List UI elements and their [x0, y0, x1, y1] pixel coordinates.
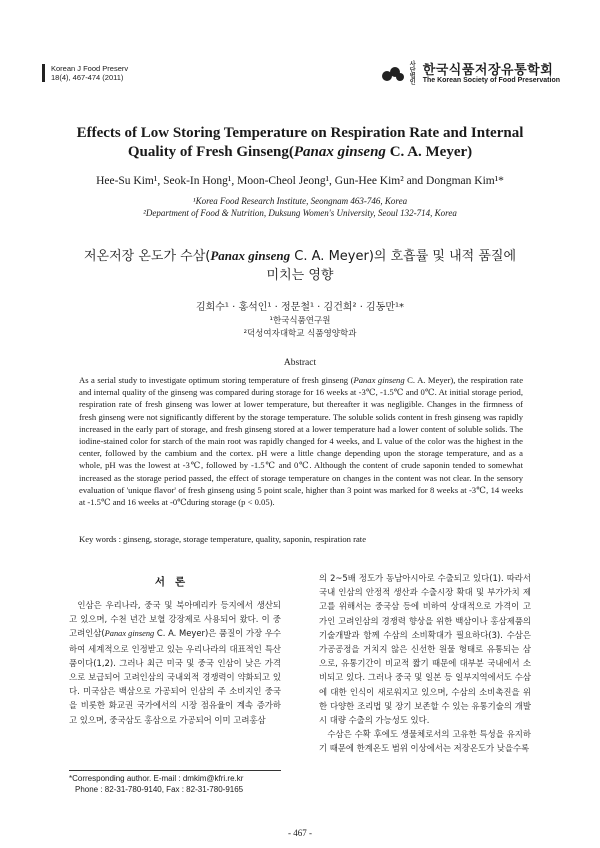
footnote-divider: [69, 770, 281, 771]
affiliation-2: ²Department of Food & Nutrition, Duksung Women's University, Seoul 132-714, Korea: [143, 208, 457, 218]
society-korean-name: 한국식품저장유통학회: [422, 62, 554, 77]
corresponding-footnote: [69, 773, 309, 795]
section-heading-introduction: 서론: [154, 576, 196, 588]
left-paragraph: [69, 598, 281, 727]
right-paragraph-2: 수삼은 수확 후에도 생물체로서의 고유한 특성을 유지하기 때문에 한계온도 범위 이상에서는 저장온도가 낮을수록: [319, 729, 531, 754]
right-paragraph-1: 의 2~5배 정도가 동남아시아로 수출되고 있다(1). 따라서 국내 인삼의 안정적 생산과 수출시장 확대 및 부가가치 제고를 위해서는 중국삼 등에 비하여 상대적으로 가격이 고가인 고려인삼의 경쟁력 향상을 위한 백삼이나 홍삼제품의 기술개발과 함께 수삼의 소비확대가 필요하다(3). 수삼은 가공공정을 거치지 않은 신선한 원물 형태로 유통되는 삼으로, 유통기간이 비교적 짧기 때문에 대부분 국내에서 소비되고 있다. 그러나 중국 및 일본 등 일부지역에서도 수삼에 대한 인식이 새로워지고 있으며, 수삼의 소비촉진을 위한 다양한 조리법 및 장기 보존할 수 있는 유통기술의 개발 시 대량 수출의 가능성도 있다.: [319, 573, 531, 726]
title-species: Panax ginseng: [293, 144, 386, 160]
left-pre: 인삼은 우리나라, 중국 및 북아메리카 등지에서 생산되고 있으며, 수천 년간 보혈 강장제로 사용되어 왔다. 이 중 고려인삼(: [69, 600, 281, 639]
left-column-text: [69, 598, 281, 727]
abstract-species: Panax ginseng: [353, 375, 405, 385]
page-number: - 467 -: [288, 828, 312, 838]
keywords: Key words : ginseng, storage, storage temperature, quality, saponin, respiration rate: [79, 534, 367, 544]
korean-affiliation-2: ²덕성여자대학교 식품영양학과: [243, 329, 357, 339]
journal-name: Korean J Food Preserv: [51, 64, 129, 73]
society-english-name: The Korean Society of Food Preservation: [422, 77, 560, 84]
title-line-2-pre: Quality of Fresh Ginseng(: [127, 144, 294, 160]
affiliation-1: ¹Korea Food Research Institute, Seongnam 463-746, Korea: [192, 196, 408, 206]
title-line-1: Effects of Low Storing Temperature on Respiration Rate and Internal: [76, 125, 524, 141]
paper-title: [50, 124, 550, 162]
society-header: [381, 62, 560, 86]
korean-title-post: C. A. Meyer)의 호흡률 및 내적 품질에: [290, 249, 517, 264]
abstract-post: C. A. Meyer), the respiration rate and internal quality of the ginseng was compared during storage for 16 weeks at -3℃, -1.5℃ and 0℃. At initial storage period, respiration rate of fresh ginseng was lower at lower temperature, but thereafter it was negligible. Changes in the firmness of fresh ginseng were not significantly different by the storage temperature. The soluble solids content in fresh ginseng was rapidly increased in the early part of storage, and fresh ginseng stored at a lower temperature had a lower content of soluble solids. The iodine-stained color for starch of the main root was rapidly changed for 4 weeks, and L value of the color was the highest in the center, followed by the cambium and the cortex. pH were a little change depending upon the storage temperature, and as a whole, pH was the lowest at -3℃, followed by -1.5℃ and 0℃. Although the content of crude saponin tended to somewhat increased as the storage period passed, the effect of storage temperature on changes in the content was not clear. In the sensory evaluation of 'unique flavor' of fresh ginseng using 5 point scale, higher than 3 point was marked for 8 weeks at -3℃, 14 weeks at -1.5℃ and 16 weeks at -0℃during storage (p < 0.05).: [79, 375, 524, 508]
footnote-email: *Corresponding author. E-mail : dmkim@kfri.re.kr: [69, 774, 244, 783]
korean-author-list: 김희수¹ · 홍석인¹ · 정문철¹ · 김건희² · 김동만¹*: [195, 302, 405, 313]
author-list: Hee-Su Kim¹, Seok-In Hong¹, Moon-Cheol Jeong¹, Gun-Hee Kim² and Dongman Kim¹*: [96, 175, 504, 187]
korean-title-line-2: 미치는 영향: [266, 268, 334, 283]
korean-title: [50, 246, 550, 285]
right-column-text: [319, 571, 531, 756]
title-line-2-post: C. A. Meyer): [385, 144, 473, 160]
korean-title-pre: 저온저장 온도가 수삼(: [83, 249, 211, 264]
journal-volume: 18(4), 467-474 (2011): [51, 73, 124, 82]
affiliations: [40, 195, 560, 219]
footnote-phone: Phone : 82-31-780-9140, Fax : 82-31-780-9165: [75, 785, 244, 794]
journal-citation: [42, 64, 128, 82]
abstract-heading: Abstract: [283, 358, 317, 368]
korean-title-line-1: [50, 246, 550, 266]
left-species: Panax ginseng: [104, 629, 155, 639]
society-small-label: 사단법인: [409, 62, 416, 86]
title-line-2: [50, 143, 550, 162]
abstract-pre: As a serial study to investigate optimum storing temperature of fresh ginseng (: [79, 375, 354, 385]
society-logo-icon: [381, 65, 405, 83]
korean-affiliations: [50, 315, 550, 341]
korean-title-species: Panax ginseng: [210, 248, 291, 263]
left-post: C. A. Meyer)은 품질이 가장 우수하여 세계적으로 인정받고 있는 우리나라의 대표적인 특산품이다(1,2). 그러나 최근 미국 및 중국 인삼이 낮은 가격으로 보급되어 고려인삼의 국내외적 경쟁력이 약화되고 있다. 미국삼은 백삼으로 가공되어 인삼의 주 소비지인 중국을 비롯한 화교권 국가에서의 시장 점유율이 계속 증가하고 있으며, 중국삼도 홍삼으로 가공되어 이미 고려홍삼: [69, 628, 281, 725]
korean-affiliation-1: ¹한국식품연구원: [269, 316, 331, 326]
abstract-body: [79, 374, 523, 508]
